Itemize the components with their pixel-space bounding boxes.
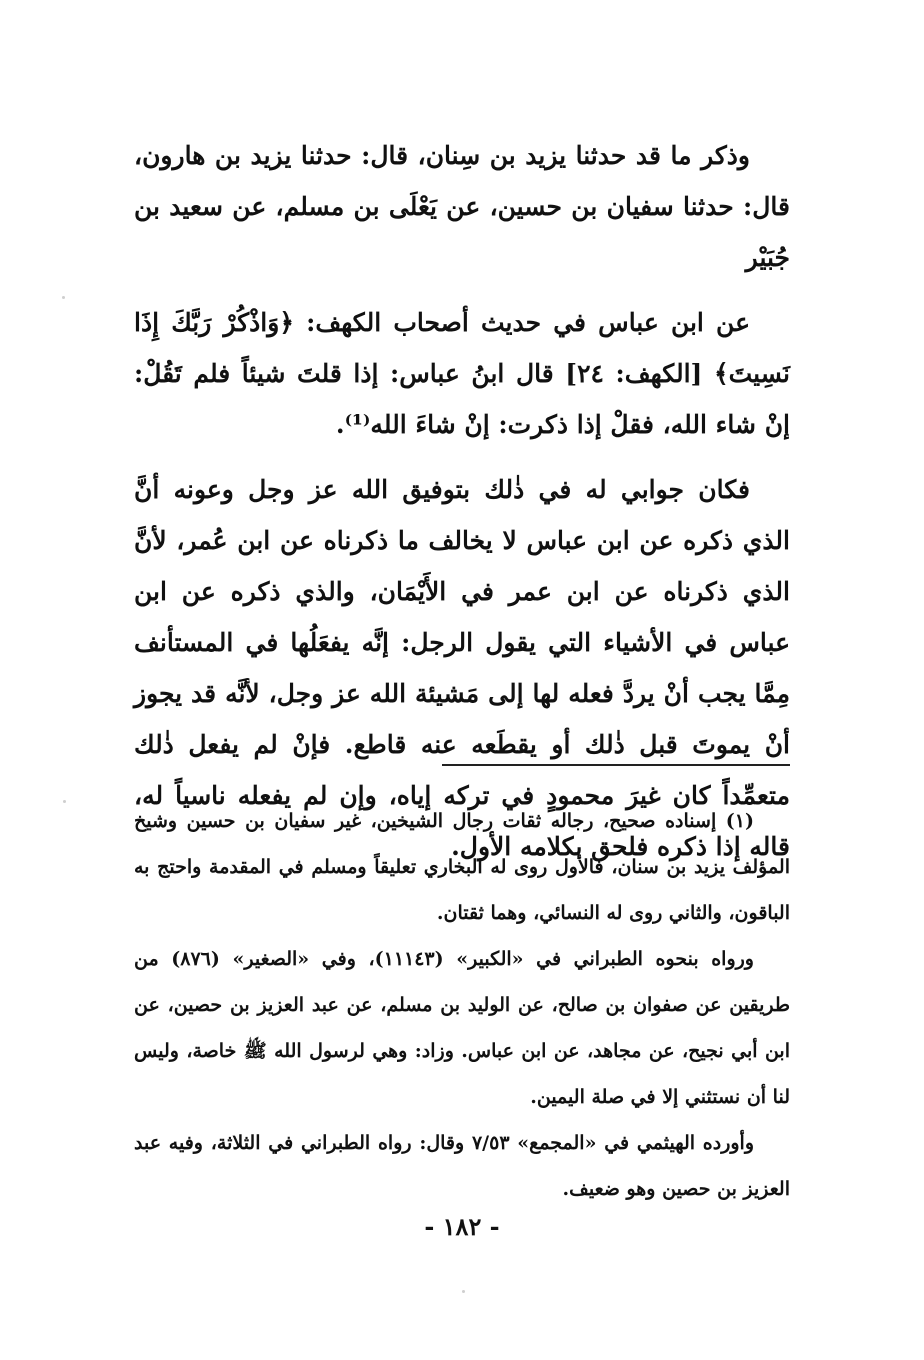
main-text [134, 130, 790, 886]
main-paragraph: عن ابن عباس في حديث أصحاب الكهف: ﴿وَاذْكُرْ رَبَّكَ إِذَا نَسِيتَ﴾ [الكهف: ٢٤] قال ابنُ عباس: إذا قلتَ شيئاً فلم تَقُلْ: إنْ شاء الله، فقلْ إذا ذكرت: إنْ شاءَ الله⁽¹⁾. [134, 308, 790, 439]
scan-speck [62, 296, 65, 299]
page-number: - ١٨٢ - [424, 1212, 500, 1241]
main-paragraph: وذكر ما قد حدثنا يزيد بن سِنان، قال: حدثنا يزيد بن هارون، قال: حدثنا سفيان بن حسين، عن يَعْلَى بن مسلم، عن سعيد بن جُبَيْر [134, 141, 790, 272]
scan-speck [462, 1290, 465, 1293]
footnote-paragraph: (١) إسناده صحيح، رجاله ثقات رجال الشيخين، غير سفيان بن حسين وشيخ المؤلف يزيد بن سنان، فالأول روى له البخاري تعليقاً ومسلم في المقدمة واحتج به الباقون، والثاني روى له النسائي، وهما ثقتان. [134, 810, 790, 924]
footnote-paragraph: ورواه بنحوه الطبراني في «الكبير» (١١١٤٣)، وفي «الصغير» (٨٧٦) من طريقين عن صفوان بن صالح، عن الوليد بن مسلم، عن عبد العزيز بن حصين، عن ابن أبي نجيح، عن مجاهد، عن ابن عباس. وزاد: وهي لرسول الله ﷺ خاصة، وليس لنا أن نستثني إلا في صلة اليمين. [134, 948, 790, 1108]
footnote-separator [442, 764, 790, 766]
main-paragraph: فكان جوابي له في ذٰلك بتوفيق الله عز وجل وعونه أنَّ الذي ذكره عن ابن عباس لا يخالف ما ذكرناه عن ابن عُمر، لأنَّ الذي ذكرناه عن ابن عمر في الأَيْمَان، والذي ذكره عن ابن عباس في الأشياء التي يقول الرجل: إنَّه يفعَلُها في المستأنف مِمَّا يجب أنْ يردَّ فعله لها إلى مَشيئة الله عز وجل، لأنَّه قد يجوز أنْ يموتَ قبل ذٰلك أو يقطَعه عنه قاطع. فإنْ لم يفعل ذٰلك متعمِّداً كان غيرَ محمودٍ في تركه إياه، وإن لم يفعله ناسياً له، قاله إذا ذكره فلحق بكلامه الأول. [134, 475, 790, 861]
footnotes [134, 798, 790, 1212]
scan-speck [63, 800, 66, 803]
footnote-paragraph: وأورده الهيثمي في «المجمع» ٧/٥٣ وقال: رواه الطبراني في الثلاثة، وفيه عبد العزيز بن حصين وهو ضعيف. [134, 1132, 790, 1200]
